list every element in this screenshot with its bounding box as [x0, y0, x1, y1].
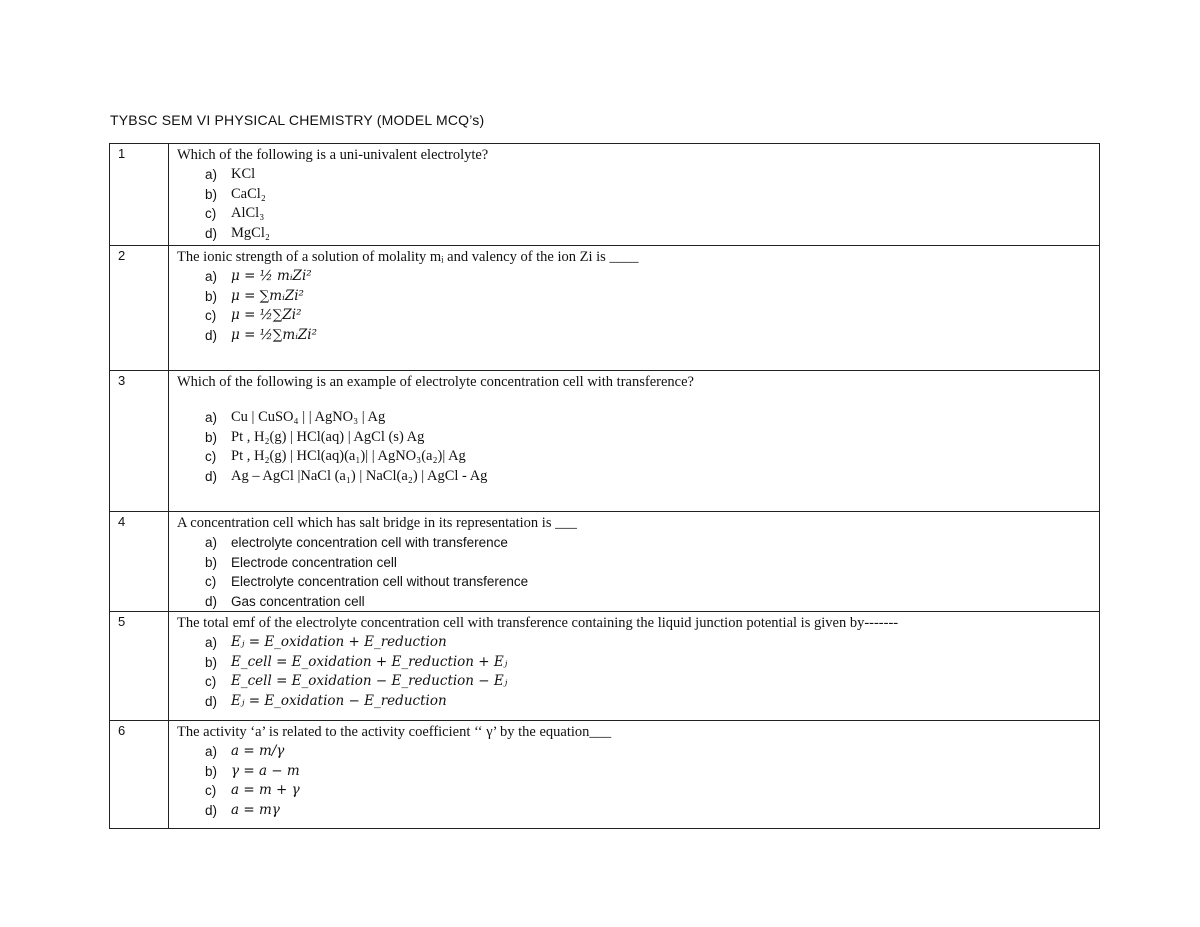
option-a: a) μ = ½ mᵢZi²: [205, 268, 312, 284]
options-list: [177, 633, 1099, 711]
option-c: c) E_cell = E_oxidation − E_reduction − Eⱼ: [205, 673, 508, 689]
question-cell: [169, 246, 1100, 371]
option-d: d) μ = ½∑mᵢZi²: [205, 326, 318, 343]
option-a: a) KCl: [205, 166, 256, 182]
question-number: 1: [110, 144, 169, 246]
option-c: c) a = m + γ: [205, 782, 300, 798]
question-cell: [169, 144, 1100, 246]
question-row-5: [110, 612, 1100, 721]
option-b: b) CaCl₂: [205, 185, 266, 202]
question-number: 4: [110, 512, 169, 612]
question-row-3: [110, 371, 1100, 512]
options-list: [177, 408, 1099, 486]
options-list: [177, 533, 1099, 611]
option-b: b) E_cell = E_oxidation + E_reduction + Eⱼ: [205, 653, 508, 670]
question-number: 3: [110, 371, 169, 512]
question-row-1: [110, 144, 1100, 246]
option-b: b) γ = a − m: [205, 762, 300, 779]
question-row-4: [110, 512, 1100, 612]
option-c: c) Electrolyte concentration cell without transference: [205, 574, 529, 589]
option-d: d) Ag – AgCl |NaCl (a₁) | NaCl(a₂) | AgCl - Ag: [205, 467, 488, 484]
option-a: a) Cu | CuSO₄ | | AgNO₃ | Ag: [205, 409, 386, 425]
question-text: The total emf of the electrolyte concentration cell with transference containing the liquid junction potential is given by-------: [177, 615, 899, 631]
option-b: b) Pt , H₂(g) | HCl(aq) | AgCl (s) Ag: [205, 428, 425, 445]
question-text: A concentration cell which has salt bridge in its representation is ___: [177, 515, 577, 531]
question-row-6: [110, 721, 1100, 829]
question-number: 5: [110, 612, 169, 721]
options-list: [177, 742, 1099, 820]
question-text: Which of the following is a uni-univalent electrolyte?: [177, 147, 489, 163]
options-list: [177, 165, 1099, 243]
question-cell: [169, 721, 1100, 829]
question-text: The ionic strength of a solution of molality mᵢ and valency of the ion Zi is ____: [177, 249, 639, 265]
question-cell: [169, 512, 1100, 612]
option-a: a) electrolyte concentration cell with transference: [205, 535, 508, 550]
options-list: [177, 267, 1099, 345]
option-a: a) Eⱼ = E_oxidation + E_reduction: [205, 634, 447, 650]
option-c: c) μ = ½∑Zi²: [205, 307, 302, 323]
option-d: d) MgCl₂: [205, 224, 270, 241]
question-row-2: [110, 246, 1100, 371]
option-c: c) Pt , H₂(g) | HCl(aq)(a₁)| | AgNO₃(a₂)| Ag: [205, 448, 466, 464]
question-number: 6: [110, 721, 169, 829]
option-a: a) a = m/γ: [205, 743, 285, 759]
question-text: The activity ‘a’ is related to the activity coefficient ‘‘ γ’ by the equation___: [177, 724, 612, 740]
option-c: c) AlCl₃: [205, 205, 265, 221]
option-d: d) Gas concentration cell: [205, 593, 365, 609]
question-cell: [169, 612, 1100, 721]
question-cell: [169, 371, 1100, 512]
option-b: b) μ = ∑mᵢZi²: [205, 287, 304, 304]
question-text: Which of the following is an example of electrolyte concentration cell with transference?: [177, 374, 694, 390]
question-number: 2: [110, 246, 169, 371]
mcq-table: [109, 143, 1100, 829]
document-title: TYBSC SEM VI PHYSICAL CHEMISTRY (MODEL MCQ’s): [110, 112, 485, 128]
option-b: b) Electrode concentration cell: [205, 554, 397, 570]
option-d: d) Eⱼ = E_oxidation − E_reduction: [205, 692, 447, 709]
option-d: d) a = mγ: [205, 801, 280, 818]
